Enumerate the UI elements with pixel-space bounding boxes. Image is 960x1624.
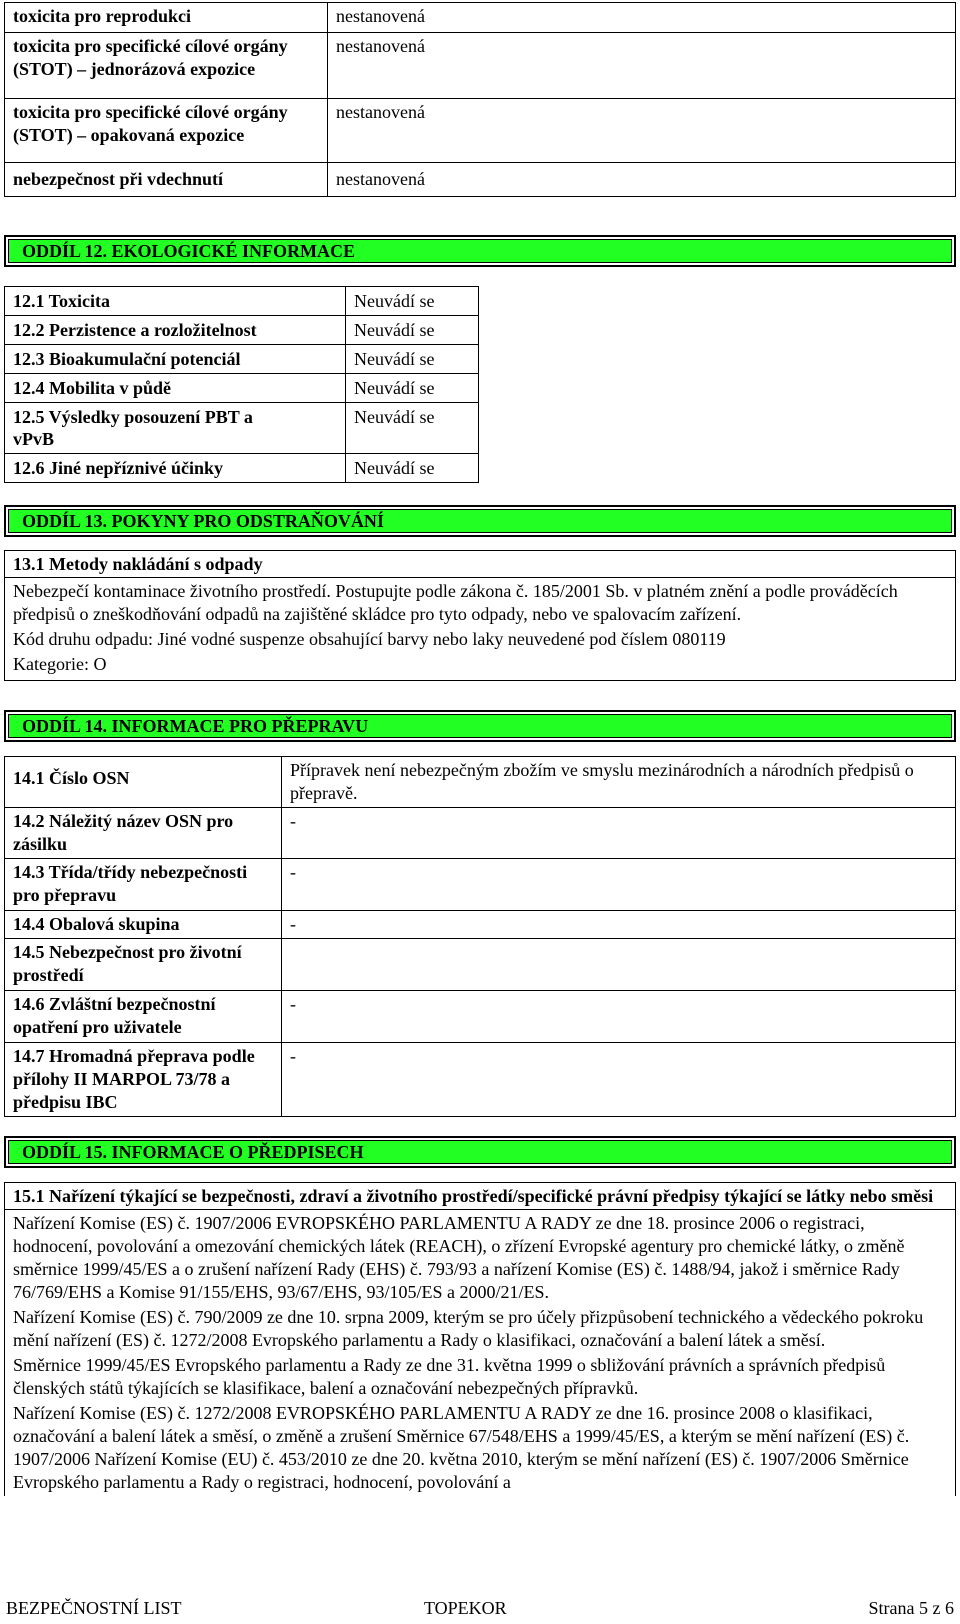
regulations-box xyxy=(4,1182,956,1496)
row-value: - xyxy=(282,911,956,939)
row-value: - xyxy=(282,859,956,911)
table-row xyxy=(5,163,956,197)
paragraph: Nebezpečí kontaminace životního prostředí. Postupujte podle zákona č. 185/2001 Sb. v platném znění a podle prováděcích předpisů o zneškodňování odpadů na zajištěné skládce pro tyto odpady, nebo ve spalovacím zařízení. xyxy=(13,581,898,624)
row-value: - xyxy=(282,991,956,1043)
row-label: 14.3 Třída/třídy nebezpečnosti pro přepravu xyxy=(5,859,282,911)
table-row xyxy=(5,99,956,163)
table-row xyxy=(5,939,956,991)
table-row xyxy=(5,808,956,859)
table-row xyxy=(5,403,479,454)
section-15-heading: ODDÍL 15. INFORMACE O PŘEDPISECH xyxy=(4,1136,956,1168)
row-label: toxicita pro specifické cílové orgány (STOT) – opakovaná expozice xyxy=(5,99,328,163)
table-row xyxy=(5,454,479,483)
row-label: nebezpečnost při vdechnutí xyxy=(5,163,328,197)
section-12-heading: ODDÍL 12. EKOLOGICKÉ INFORMACE xyxy=(4,235,956,267)
row-label: 12.4 Mobilita v půdě xyxy=(5,374,346,403)
row-value: - xyxy=(282,808,956,859)
table-row xyxy=(5,374,479,403)
row-value: Přípravek není nebezpečným zbožím ve smyslu mezinárodních a národních předpisů o přepravě. xyxy=(282,757,956,808)
row-value xyxy=(282,939,956,991)
row-label: 14.1 Číslo OSN xyxy=(5,757,282,808)
table-row xyxy=(5,911,956,939)
row-label: 14.6 Zvláštní bezpečnostní opatření pro uživatele xyxy=(5,991,282,1043)
row-value: Neuvádí se xyxy=(346,345,479,374)
row-value: Neuvádí se xyxy=(346,454,479,483)
waste-category: Kategorie: O xyxy=(13,654,107,674)
ecology-table xyxy=(4,286,479,483)
row-value: Neuvádí se xyxy=(346,403,479,454)
footer-page-number: Strana 5 z 6 xyxy=(868,1598,954,1618)
row-value: Neuvádí se xyxy=(346,316,479,345)
row-label: 14.7 Hromadná přeprava podle přílohy II MARPOL 73/78 a předpisu IBC xyxy=(5,1043,282,1117)
row-label: 12.2 Perzistence a rozložitelnost xyxy=(5,316,346,345)
table-row xyxy=(5,991,956,1043)
paragraph: Nařízení Komise (ES) č. 1907/2006 EVROPSKÉHO PARLAMENTU A RADY ze dne 18. prosince 2006 o registraci, hodnocení, povolování a omezování chemických látek (REACH), o zřízení Evropské agentury pro chemické látky, o změně směrnice 1999/45/ES a o zrušení nařízení Rady (EHS) č. 793/93 a nařízení Komise (ES) č. 1488/94, jakož i směrnice Rady 76/769/EHS a Komise 91/155/EHS, 93/67/EHS, 93/105/ES a 2000/21/ES. xyxy=(13,1213,905,1302)
table-row xyxy=(5,345,479,374)
table-row xyxy=(5,757,956,808)
row-label: 12.3 Bioakumulační potenciál xyxy=(5,345,346,374)
row-value: Neuvádí se xyxy=(346,374,479,403)
table-row xyxy=(5,859,956,911)
row-label: 14.2 Náležitý název OSN pro zásilku xyxy=(5,808,282,859)
row-value: nestanovená xyxy=(328,3,956,33)
footer-doc-type: BEZPEČNOSTNÍ LIST xyxy=(6,1598,182,1618)
paragraph: Nařízení Komise (ES) č. 1272/2008 EVROPSKÉHO PARLAMENTU A RADY ze dne 16. prosince 2008 o klasifikaci, označování a balení látek a směsí, o změně a zrušení Směrnice 67/548/EHS a 1999/45/ES, a kterým se mění nařízení (ES) č. 1907/2006 Nařízení Komise (EU) č. 453/2010 ze dne 20. května 2010, kterým se mění nařízení (ES) č. 1907/2006 Směrnice Evropského parlamentu a Rady o registraci, hodnocení, povolování a xyxy=(13,1403,910,1492)
row-label: toxicita pro reprodukci xyxy=(5,3,328,33)
row-label: 12.1 Toxicita xyxy=(5,287,346,316)
row-label: 14.4 Obalová skupina xyxy=(5,911,282,939)
footer-product-name: TOPEKOR xyxy=(424,1598,507,1618)
waste-code: Kód druhu odpadu: Jiné vodné suspenze obsahující barvy nebo laky neuvedené pod číslem 080119 xyxy=(13,629,726,649)
section-14-heading: ODDÍL 14. INFORMACE PRO PŘEPRAVU xyxy=(4,710,956,742)
row-value: nestanovená xyxy=(328,163,956,197)
section-13-heading: ODDÍL 13. POKYNY PRO ODSTRAŇOVÁNÍ xyxy=(4,505,956,537)
paragraph: Nařízení Komise (ES) č. 790/2009 ze dne 10. srpna 2009, kterým se pro účely přizpůsobení technického a vědeckého pokroku mění nařízení (ES) č. 1272/2008 Evropského parlamentu a Rady o klasifikaci, označování a balení látek a směsí. xyxy=(13,1307,924,1350)
table-row xyxy=(5,3,956,33)
disposal-box xyxy=(4,550,956,681)
row-value: nestanovená xyxy=(328,99,956,163)
table-row xyxy=(5,33,956,99)
row-label: 14.5 Nebezpečnost pro životní prostředí xyxy=(5,939,282,991)
row-label: toxicita pro specifické cílové orgány (STOT) – jednorázová expozice xyxy=(5,33,328,99)
row-label: 12.5 Výsledky posouzení PBT a vPvB xyxy=(5,403,346,454)
table-row xyxy=(5,287,479,316)
paragraph: Směrnice 1999/45/ES Evropského parlamentu a Rady ze dne 31. května 1999 o sbližování právních a správních předpisů členských států týkajících se klasifikace, balení a označování nebezpečných přípravků. xyxy=(13,1355,886,1398)
row-value: - xyxy=(282,1043,956,1117)
toxicity-table xyxy=(4,2,956,197)
row-value: nestanovená xyxy=(328,33,956,99)
table-row xyxy=(5,316,479,345)
subsection-title: 15.1 Nařízení týkající se bezpečnosti, zdraví a životního prostředí/specifické právní předpisy týkající se látky nebo směsi xyxy=(5,1183,955,1210)
row-label: 12.6 Jiné nepříznivé účinky xyxy=(5,454,346,483)
table-row xyxy=(5,1043,956,1117)
transport-table xyxy=(4,756,956,1117)
row-value: Neuvádí se xyxy=(346,287,479,316)
subsection-title: 13.1 Metody nakládání s odpady xyxy=(5,551,955,578)
page-footer xyxy=(6,1598,954,1622)
